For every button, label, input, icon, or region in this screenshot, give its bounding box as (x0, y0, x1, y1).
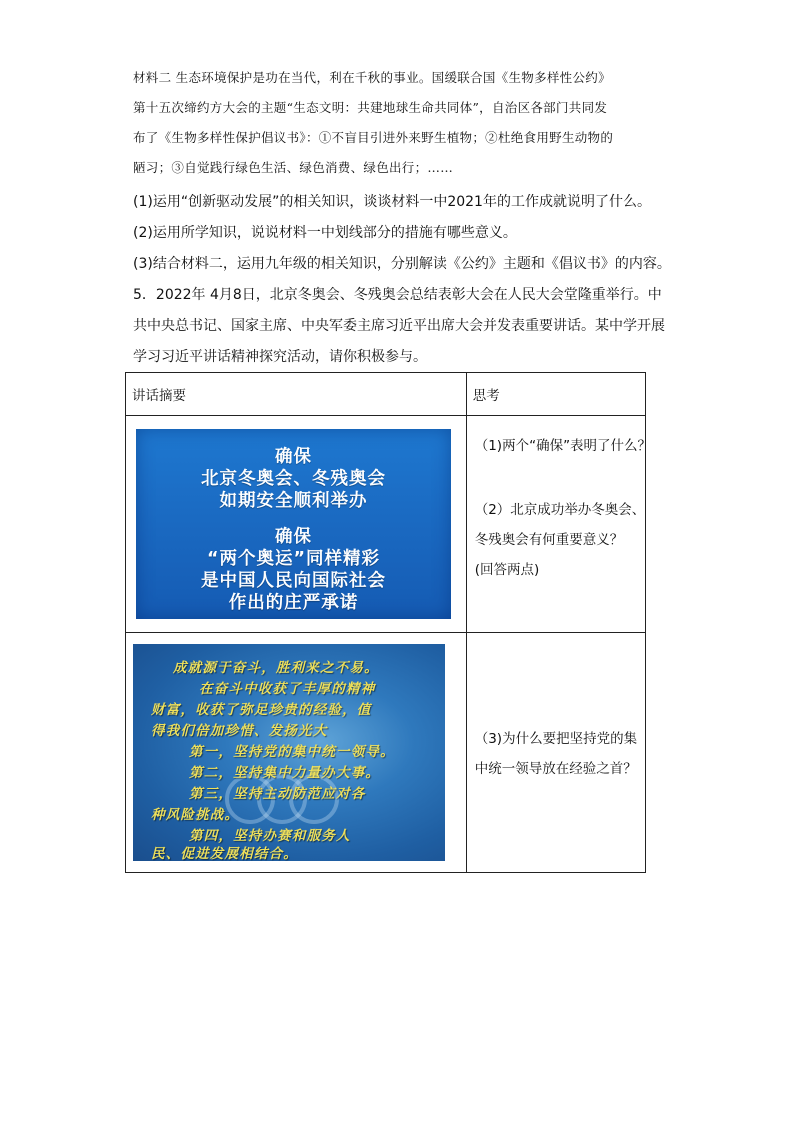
question-3: (3)结合材料二，运用九年级的相关知识，分别解读《公约》主题和《倡议书》的内容。 (133, 256, 671, 272)
image2-line: 得我们倍加珍惜、发扬光大 (151, 723, 328, 739)
question-significance-line2: 冬残奥会有何重要意义？ (474, 532, 624, 548)
table-header-row (126, 373, 646, 416)
header-speech-summary: 讲话摘要 (126, 373, 467, 416)
experience-speech-image (133, 644, 445, 861)
image2-line: 成就源于奋斗，胜利来之不易。 (173, 660, 379, 676)
question-two-ensures: （1)两个“确保”表明了什么？ (474, 438, 652, 454)
image1-line: 北京冬奥会、冬残奥会 (201, 469, 386, 489)
material2-line1: 材料二 生态环境保护是功在当代，利在千秋的事业。国缓联合国《生物多样性公约》 (133, 70, 611, 85)
question-significance-line1: （2）北京成功举办冬奥会、 (474, 502, 646, 518)
image1-line: “两个奥运”同样精彩 (206, 549, 380, 569)
image2-line: 第二，坚持集中力量办大事。 (189, 765, 381, 781)
item5-line3: 学习习近平讲话精神探究活动，请你积极参与。 (133, 349, 427, 365)
image2-line: 财富，收获了弥足珍贵的经验，值 (151, 702, 372, 718)
question-party-leadership-line1: （3)为什么要把坚持党的集 (474, 731, 638, 747)
material2-line2: 第十五次缔约方大会的主题“生态文明：共建地球生命共同体”，自治区各部门共同发 (133, 100, 608, 115)
question-1: (1)运用“创新驱动发展”的相关知识，谈谈材料一中2021年的工作成就说明了什么。 (133, 194, 651, 210)
image1-line: 确保 (275, 447, 312, 467)
question-2: (2)运用所学知识，说说材料一中划线部分的措施有哪些意义。 (133, 225, 517, 241)
image2-line: 种风险挑战。 (151, 807, 240, 823)
image2-line: 第四，坚持办赛和服务人 (189, 828, 351, 844)
image2-line: 在奋斗中收获了丰厚的精神 (199, 681, 376, 697)
image1-line: 作出的庄严承诺 (228, 593, 359, 613)
table-row (126, 633, 646, 873)
header-thinking: 思考 (466, 373, 645, 416)
material2-line3: 布了《生物多样性保护倡议书》：①不盲目引进外来野生植物；②杜绝食用野生动物的 (133, 130, 614, 145)
question-party-leadership-line2: 中统一领导放在经验之首？ (474, 761, 637, 777)
image2-line: 第三，坚持主动防范应对各 (189, 786, 366, 802)
speech-table (125, 372, 652, 873)
image2-line: 民、促进发展相结合。 (151, 846, 298, 861)
image2-line: 第一，坚持党的集中统一领导。 (189, 744, 395, 760)
table-row (126, 416, 646, 633)
item5-line2: 共中央总书记、国家主席、中央军委主席习近平出席大会并发表重要讲话。某中学开展 (133, 318, 665, 334)
question-answer-two-points: (回答两点) (474, 562, 540, 578)
image1-line: 如期安全顺利举办 (219, 491, 368, 511)
material2-line4: 陋习；③自觉践行绿色生活、绿色消费、绿色出行；…… (133, 160, 454, 175)
item5-line1: 5．2022年 4月8日，北京冬奥会、冬残奥会总结表彰大会在人民大会堂隆重举行。中 (133, 287, 662, 303)
image1-line: 确保 (275, 527, 312, 547)
image1-line: 是中国人民向国际社会 (201, 571, 386, 591)
two-ensures-image (136, 429, 451, 619)
